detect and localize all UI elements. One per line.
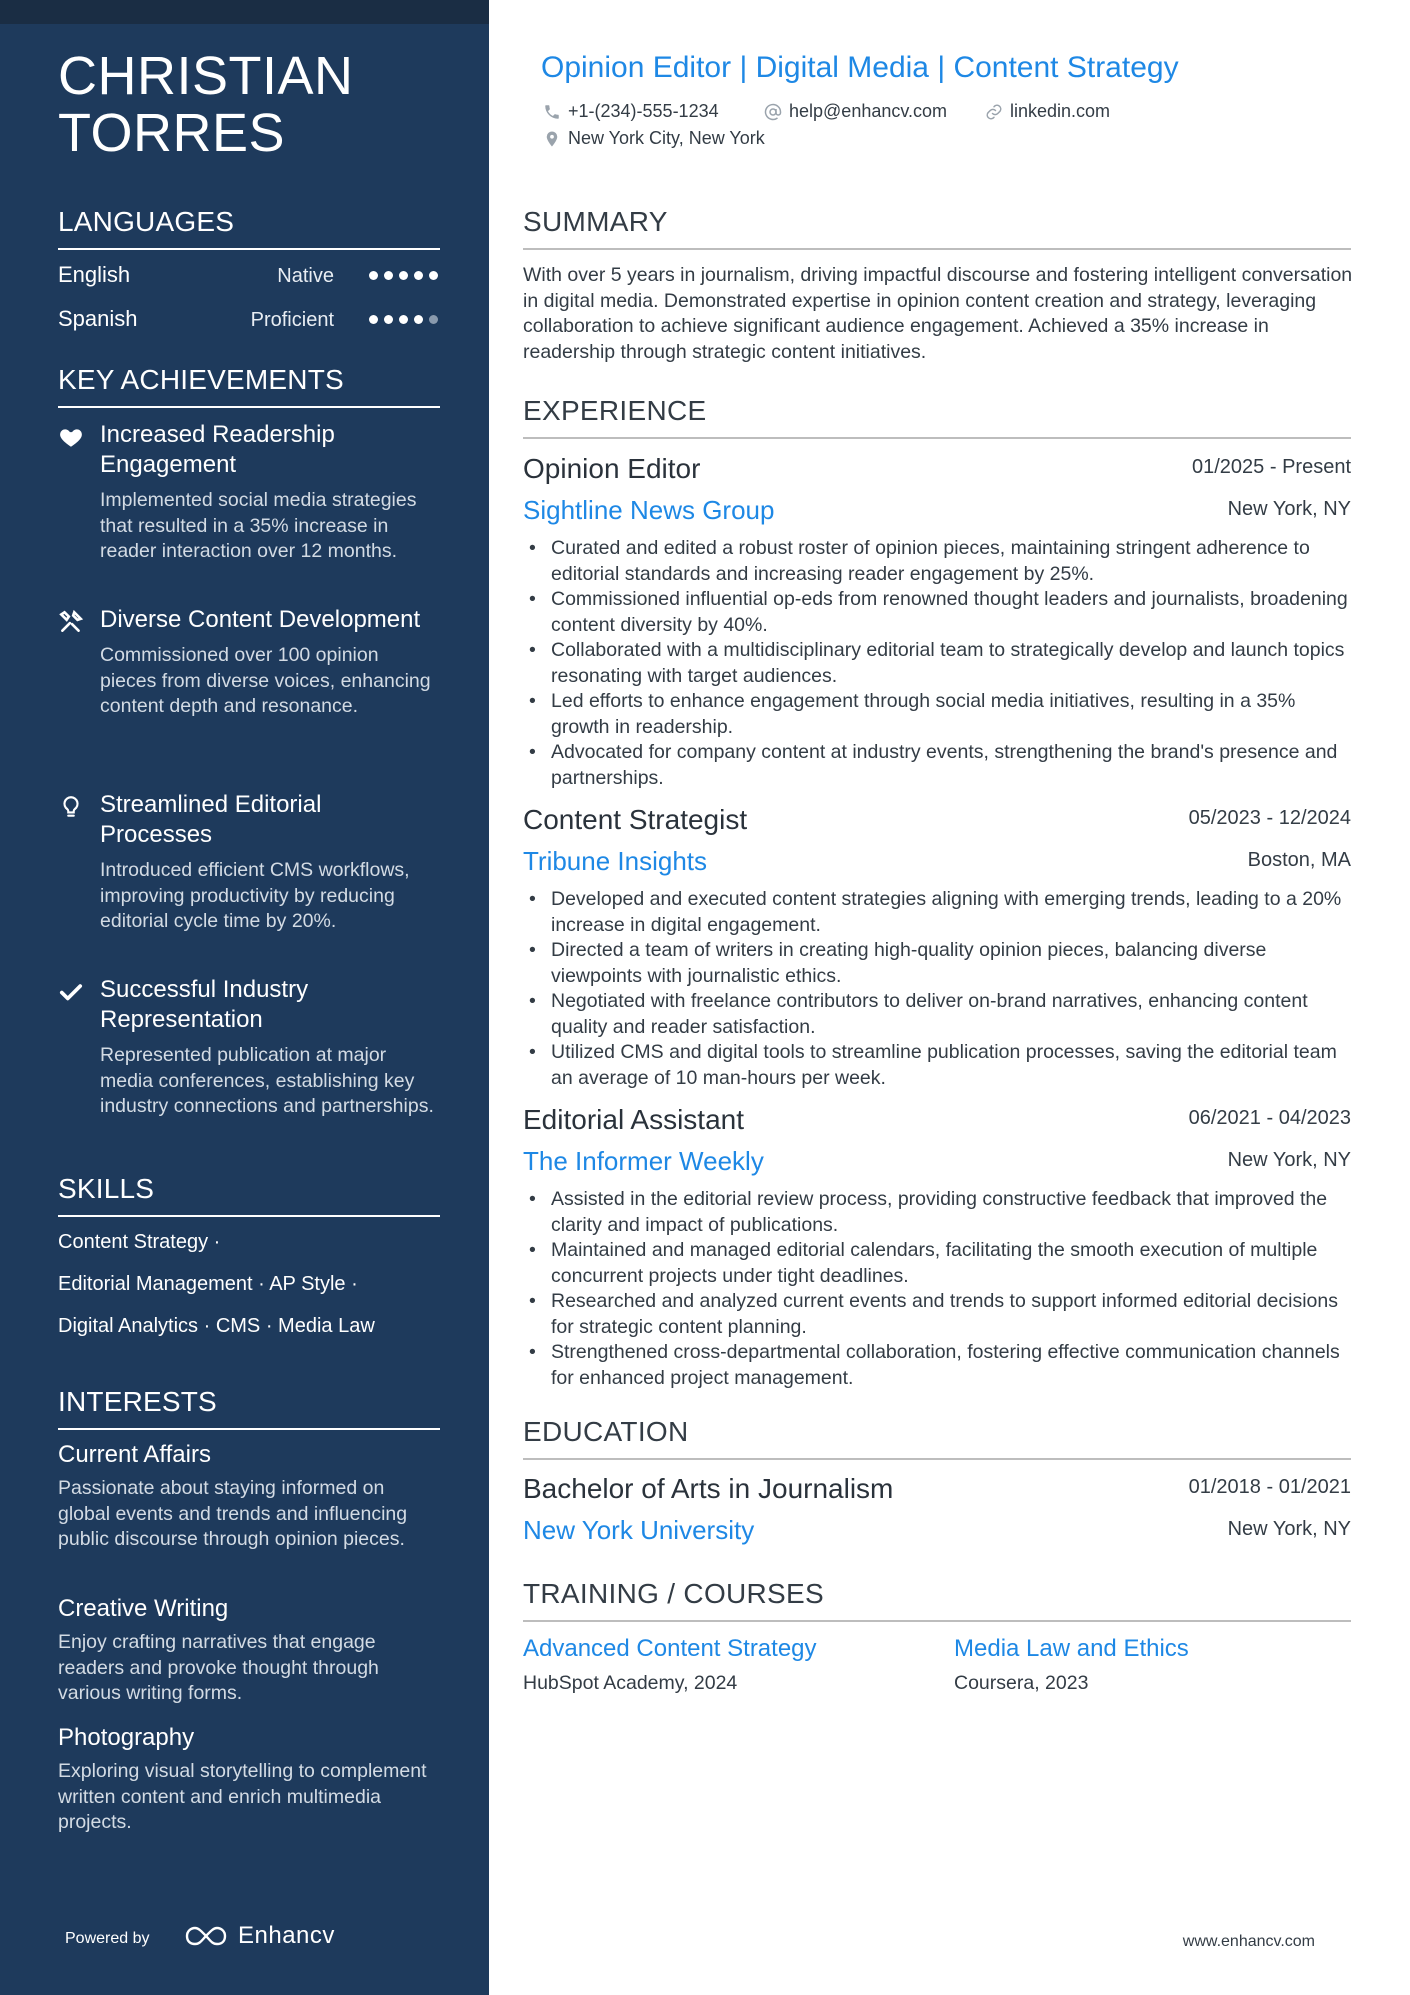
achievement-description: Commissioned over 100 opinion pieces from diverse voices, enhancing content depth and resonance. bbox=[100, 644, 431, 717]
education-entry bbox=[523, 1472, 1351, 1562]
interest-description: Passionate about staying informed on global events and trends and influencing public discourse through opinion pieces. bbox=[58, 1477, 408, 1550]
achievement-title: Successful Industry Representation bbox=[100, 976, 309, 1033]
tools-icon bbox=[58, 609, 84, 635]
enhancv-logo-icon bbox=[184, 1924, 230, 1948]
job-bullet: • Commissioned influential op-eds from renowned thought leaders and journalists, broadening content diversity by 40%. bbox=[523, 587, 1351, 638]
job-bullet: • Utilized CMS and digital tools to streamline publication processes, saving the editorial team an average of 10 man-hours per week. bbox=[523, 1040, 1351, 1091]
course-item bbox=[954, 1634, 1189, 1695]
sidebar bbox=[0, 0, 489, 1995]
heart-icon bbox=[58, 424, 84, 450]
job-title: Content Strategist bbox=[523, 804, 748, 835]
job-bullet: • Advocated for company content at industry events, strengthening the brand's presence and partnerships. bbox=[523, 740, 1351, 791]
languages-heading: LANGUAGES bbox=[58, 204, 440, 250]
course-provider: HubSpot Academy, 2024 bbox=[523, 1672, 738, 1694]
experience-entry bbox=[523, 1103, 1351, 1393]
education-heading: EDUCATION bbox=[523, 1414, 1351, 1460]
company-name[interactable]: Tribune Insights bbox=[523, 846, 708, 876]
job-bullet: • Curated and edited a robust roster of opinion pieces, maintaining stringent adherence to editorial standards and increasing reader engagement by 25%. bbox=[523, 536, 1351, 587]
enhancv-logo[interactable] bbox=[184, 1922, 335, 1950]
location-pin-icon bbox=[543, 129, 561, 149]
achievement-item bbox=[58, 975, 440, 1120]
interests-heading: INTERESTS bbox=[58, 1384, 440, 1430]
interest-title: Current Affairs bbox=[58, 1441, 211, 1468]
achievement-title: Diverse Content Development bbox=[100, 606, 421, 633]
achievement-title: Increased Readership Engagement bbox=[100, 421, 335, 478]
course-title[interactable]: Media Law and Ethics bbox=[954, 1635, 1189, 1662]
achievement-description: Represented publication at major media conferences, establishing key industry connections and partnerships. bbox=[100, 1044, 434, 1117]
language-rating bbox=[369, 315, 438, 324]
rating-dot-filled bbox=[384, 315, 393, 324]
job-bullet: • Researched and analyzed current events and trends to support informed editorial decisions for strategic content planning. bbox=[523, 1289, 1351, 1340]
interest-item bbox=[58, 1723, 440, 1836]
interest-item bbox=[58, 1440, 440, 1553]
job-bullet: • Strengthened cross-departmental collaboration, fostering effective communication channels for enhanced project management. bbox=[523, 1340, 1351, 1391]
training-heading: TRAINING / COURSES bbox=[523, 1576, 1351, 1622]
candidate-name: CHRISTIAN TORRES bbox=[58, 46, 354, 163]
achievement-item bbox=[58, 790, 440, 935]
job-bullet: • Collaborated with a multidisciplinary editorial team to strategically develop and launch topics resonating with target audiences. bbox=[523, 638, 1351, 689]
course-provider: Coursera, 2023 bbox=[954, 1672, 1089, 1694]
rating-dot-filled bbox=[384, 271, 393, 280]
headline: Opinion Editor | Digital Media | Content Strategy bbox=[541, 51, 1179, 84]
job-bullet: • Developed and executed content strategies aligning with emerging trends, leading to a 20% increase in digital engagement. bbox=[523, 887, 1351, 938]
achievement-item bbox=[58, 605, 440, 720]
phone-icon bbox=[543, 103, 561, 121]
checkmark-icon bbox=[58, 979, 84, 1005]
footer-url[interactable]: www.enhancv.com bbox=[1182, 1933, 1315, 1950]
job-title: Editorial Assistant bbox=[523, 1104, 744, 1135]
company-name[interactable]: The Informer Weekly bbox=[523, 1146, 764, 1176]
achievement-title: Streamlined Editorial Processes bbox=[100, 791, 322, 848]
language-level: Proficient bbox=[250, 309, 334, 331]
language-name: English bbox=[58, 262, 131, 287]
job-bullet: • Led efforts to enhance engagement through social media initiatives, resulting in a 35% growth in readership. bbox=[523, 689, 1351, 740]
achievement-description: Implemented social media strategies that resulted in a 35% increase in reader interaction over 12 months. bbox=[100, 489, 417, 562]
job-bullet: • Directed a team of writers in creating high-quality opinion pieces, balancing diverse viewpoints with journalistic ethics. bbox=[523, 938, 1351, 989]
interest-title: Creative Writing bbox=[58, 1595, 229, 1622]
language-row bbox=[58, 302, 440, 336]
job-bullets bbox=[523, 1187, 1351, 1391]
school-name[interactable]: New York University bbox=[523, 1515, 755, 1545]
rating-dot-filled bbox=[414, 271, 423, 280]
skills-heading: SKILLS bbox=[58, 1171, 440, 1217]
language-level: Native bbox=[277, 265, 334, 287]
interest-title: Photography bbox=[58, 1724, 195, 1751]
education-location: New York, NY bbox=[1227, 1518, 1351, 1540]
achievement-item bbox=[58, 420, 440, 565]
contact-phone[interactable] bbox=[543, 101, 719, 122]
interest-description: Exploring visual storytelling to complement written content and enrich multimedia projects. bbox=[58, 1760, 427, 1833]
summary-text: With over 5 years in journalism, driving impactful discourse and fostering intelligent conversation in digital media. Demonstrated expertise in opinion content creation and strategy, leveraging collaboration to achieve significant audience engagement. Achieved a 35% increase in readership through strategic content initiatives. bbox=[523, 264, 1353, 363]
contact-link[interactable] bbox=[985, 101, 1110, 122]
lightbulb-icon bbox=[58, 794, 84, 820]
language-name: Spanish bbox=[58, 306, 138, 331]
phone-text: +1-(234)-555-1234 bbox=[568, 101, 719, 121]
language-rating bbox=[369, 271, 438, 280]
job-title: Opinion Editor bbox=[523, 453, 701, 484]
interest-description: Enjoy crafting narratives that engage readers and provoke thought through various writing forms. bbox=[58, 1631, 379, 1704]
skills-line: Content Strategy · bbox=[58, 1231, 221, 1253]
language-row bbox=[58, 258, 440, 292]
email-text: help@enhancv.com bbox=[789, 101, 948, 121]
skills-line: Editorial Management · AP Style · bbox=[58, 1273, 358, 1295]
skills-line: Digital Analytics · CMS · Media Law bbox=[58, 1315, 375, 1337]
powered-by-label: Powered by bbox=[65, 1930, 150, 1947]
job-bullet: • Maintained and managed editorial calendars, facilitating the smooth execution of multiple concurrent projects under tight deadlines. bbox=[523, 1238, 1351, 1289]
company-name[interactable]: Sightline News Group bbox=[523, 495, 775, 525]
link-text: linkedin.com bbox=[1010, 101, 1111, 121]
experience-heading: EXPERIENCE bbox=[523, 393, 1351, 439]
job-location: New York, NY bbox=[1227, 498, 1351, 520]
rating-dot-filled bbox=[399, 315, 408, 324]
at-icon bbox=[764, 103, 782, 121]
achievement-description: Introduced efficient CMS workflows, improving productivity by reducing editorial cycle time by 20%. bbox=[100, 859, 410, 932]
degree-title: Bachelor of Arts in Journalism bbox=[523, 1473, 894, 1504]
contact-location bbox=[543, 128, 765, 149]
brand-name: Enhancv bbox=[238, 1922, 335, 1949]
job-bullet: • Negotiated with freelance contributors to deliver on-brand narratives, enhancing content quality and reader satisfaction. bbox=[523, 989, 1351, 1040]
contact-email[interactable] bbox=[764, 101, 947, 122]
summary-heading: SUMMARY bbox=[523, 204, 1351, 250]
rating-dot-filled bbox=[369, 315, 378, 324]
rating-dot-filled bbox=[414, 315, 423, 324]
job-dates: 05/2023 - 12/2024 bbox=[1188, 807, 1351, 829]
course-item bbox=[523, 1634, 817, 1695]
job-location: New York, NY bbox=[1227, 1149, 1351, 1171]
experience-entry bbox=[523, 803, 1351, 1093]
education-dates: 01/2018 - 01/2021 bbox=[1188, 1476, 1351, 1498]
rating-dot-filled bbox=[429, 271, 438, 280]
job-dates: 06/2021 - 04/2023 bbox=[1188, 1107, 1351, 1129]
achievements-heading: KEY ACHIEVEMENTS bbox=[58, 362, 440, 408]
link-icon bbox=[985, 103, 1003, 121]
course-title[interactable]: Advanced Content Strategy bbox=[523, 1635, 817, 1662]
rating-dot-empty bbox=[429, 315, 438, 324]
interest-item bbox=[58, 1594, 440, 1707]
rating-dot-filled bbox=[399, 271, 408, 280]
job-bullets bbox=[523, 536, 1351, 791]
experience-entry bbox=[523, 452, 1351, 792]
rating-dot-filled bbox=[369, 271, 378, 280]
job-dates: 01/2025 - Present bbox=[1192, 456, 1351, 478]
job-location: Boston, MA bbox=[1247, 849, 1351, 871]
location-text: New York City, New York bbox=[568, 128, 765, 148]
job-bullets bbox=[523, 887, 1351, 1091]
sidebar-top-bar bbox=[0, 0, 489, 24]
job-bullet: • Assisted in the editorial review process, providing constructive feedback that improved the clarity and impact of publications. bbox=[523, 1187, 1351, 1238]
